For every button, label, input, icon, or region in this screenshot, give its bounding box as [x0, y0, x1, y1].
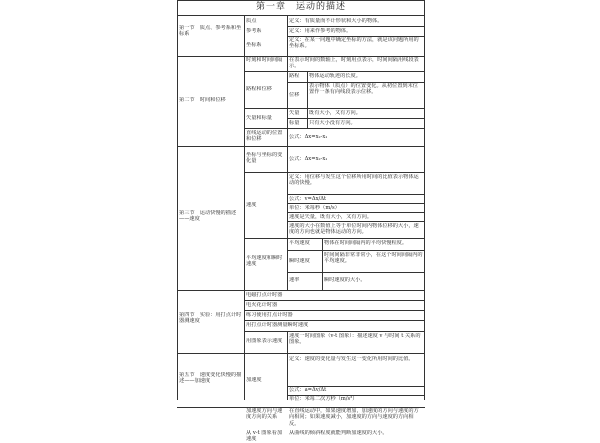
term-scalar: 标量	[289, 120, 300, 126]
group-distance-displacement: 路程和位移	[246, 86, 272, 92]
chapter-summary-table	[177, 0, 425, 443]
def-vt-graph-acceleration: 从曲线的倾斜程度就能判断加速度的大小。	[289, 430, 388, 436]
def-instant-velocity: 时间间隔非常非常小，在这个时间间隔内的平均速度。	[324, 252, 423, 265]
def-acceleration-direction: 在直线运动中，如果速度增加，加速度的方向与速度的方向相同；如果速度减小，加速度的方向与速度的方向相反。	[289, 408, 419, 427]
term-linear-position: 直线运动的位置和位移	[246, 130, 283, 143]
def-speed: 瞬时速度的大小。	[324, 277, 366, 283]
term-vector: 矢量	[289, 110, 300, 116]
velocity-unit: 单位：米每秒（m/s）	[289, 205, 340, 211]
def-scalar: 只有大小没有方向。	[309, 120, 356, 126]
term-particle: 质点	[246, 18, 257, 24]
term-acceleration: 加速度	[246, 377, 262, 383]
def-time-interval: 在表示时间的数轴上，时刻用点表示，时间间隔用线段表示。	[289, 57, 419, 70]
term-vt-graph-acceleration: 从 v-t 图象看加速度	[246, 430, 283, 443]
group-vector-scalar: 矢量和标量	[246, 115, 272, 121]
term-coordinate-change: 坐标与坐标的变化量	[246, 152, 283, 165]
term-velocity: 速度	[246, 202, 257, 208]
def-coordinate-change: 公式：Δx=x₂-x₁	[289, 156, 328, 162]
term-speed: 速率	[289, 277, 300, 283]
term-acceleration-direction: 加速度方向与速度方向的关系	[246, 408, 283, 421]
section-4-title: 第四节 实验：用打点计时器测速度	[179, 312, 242, 325]
section-1-title: 第一节 质点、参考系和坐标系	[179, 25, 242, 38]
acceleration-formula: 公式：a=Δv/Δt	[289, 387, 327, 393]
term-average-velocity: 平均速度	[289, 240, 310, 246]
acceleration-definition: 定义：速度的变化量与发生这一变化所用时间的比值。	[289, 356, 414, 362]
def-average-velocity: 物体在时间间隔内的平均快慢程度。	[324, 240, 408, 246]
chapter-title: 第一章 运动的描述	[255, 2, 346, 12]
term-coordinate-system: 坐标系	[246, 42, 262, 48]
acceleration-unit: 单位：米每二次方秒（m/s²）	[289, 396, 358, 402]
spark-timer: 电火花计时器	[246, 302, 278, 308]
term-reference-frame: 参考系	[246, 28, 262, 34]
term-graph-velocity: 用图象表示速度	[246, 338, 283, 344]
def-particle: 定义：有质量而不计形状和大小的物体。	[289, 18, 383, 24]
term-time-interval: 时刻和时间间隔	[246, 57, 283, 63]
def-vector: 既有大小，又有方向。	[309, 110, 361, 116]
section-5-title: 第五节 速度变化快慢的描述——加速度	[179, 372, 242, 385]
def-graph-velocity: 速度一时间图象（v-t 图象）：描述速度 v 与时间 t 关系的图象。	[289, 333, 421, 346]
velocity-formula: 公式：v=Δx/Δt	[289, 196, 327, 202]
def-reference-frame: 定义：用来作参考的物体。	[289, 28, 352, 34]
group-average-instant-velocity: 平均速度和瞬时速度	[246, 255, 283, 268]
def-coordinate-system: 定义：在某一问题中确定坐标的方法，就是该问题所用的坐标系。	[289, 37, 419, 50]
electromagnetic-timer: 电磁打点计时器	[246, 292, 283, 298]
def-displacement: 表示物体（质点）的位置变化。从初位置到末位置作一条有向线段表示位移。	[309, 83, 418, 96]
velocity-is-vector: 速度是矢量，既有大小，又有方向。	[289, 214, 373, 220]
section-3-title: 第三节 运动快慢的描述——速度	[179, 210, 237, 223]
timer-practice: 练习使用打点计时器	[246, 312, 293, 318]
section-2-title: 第二节 时间和位移	[179, 97, 226, 103]
def-distance: 物体运动轨迹的长度。	[309, 73, 361, 79]
term-instant-velocity: 瞬时速度	[289, 258, 310, 264]
velocity-magnitude-note: 速度的大小在数值上等于单位时间内物体位移的大小，速度的方向也就是物体运动的方向。	[289, 223, 419, 236]
term-displacement: 位移	[289, 92, 300, 98]
term-distance: 路程	[289, 73, 300, 79]
velocity-definition: 定义：用位移与发生这个位移所用时间的比值表示物体运动的快慢。	[289, 174, 419, 187]
instant-speed-measurement: 用打点计时器测量瞬时速度	[246, 322, 309, 328]
def-linear-position: 公式：Δx=x₂-x₁	[289, 134, 328, 140]
